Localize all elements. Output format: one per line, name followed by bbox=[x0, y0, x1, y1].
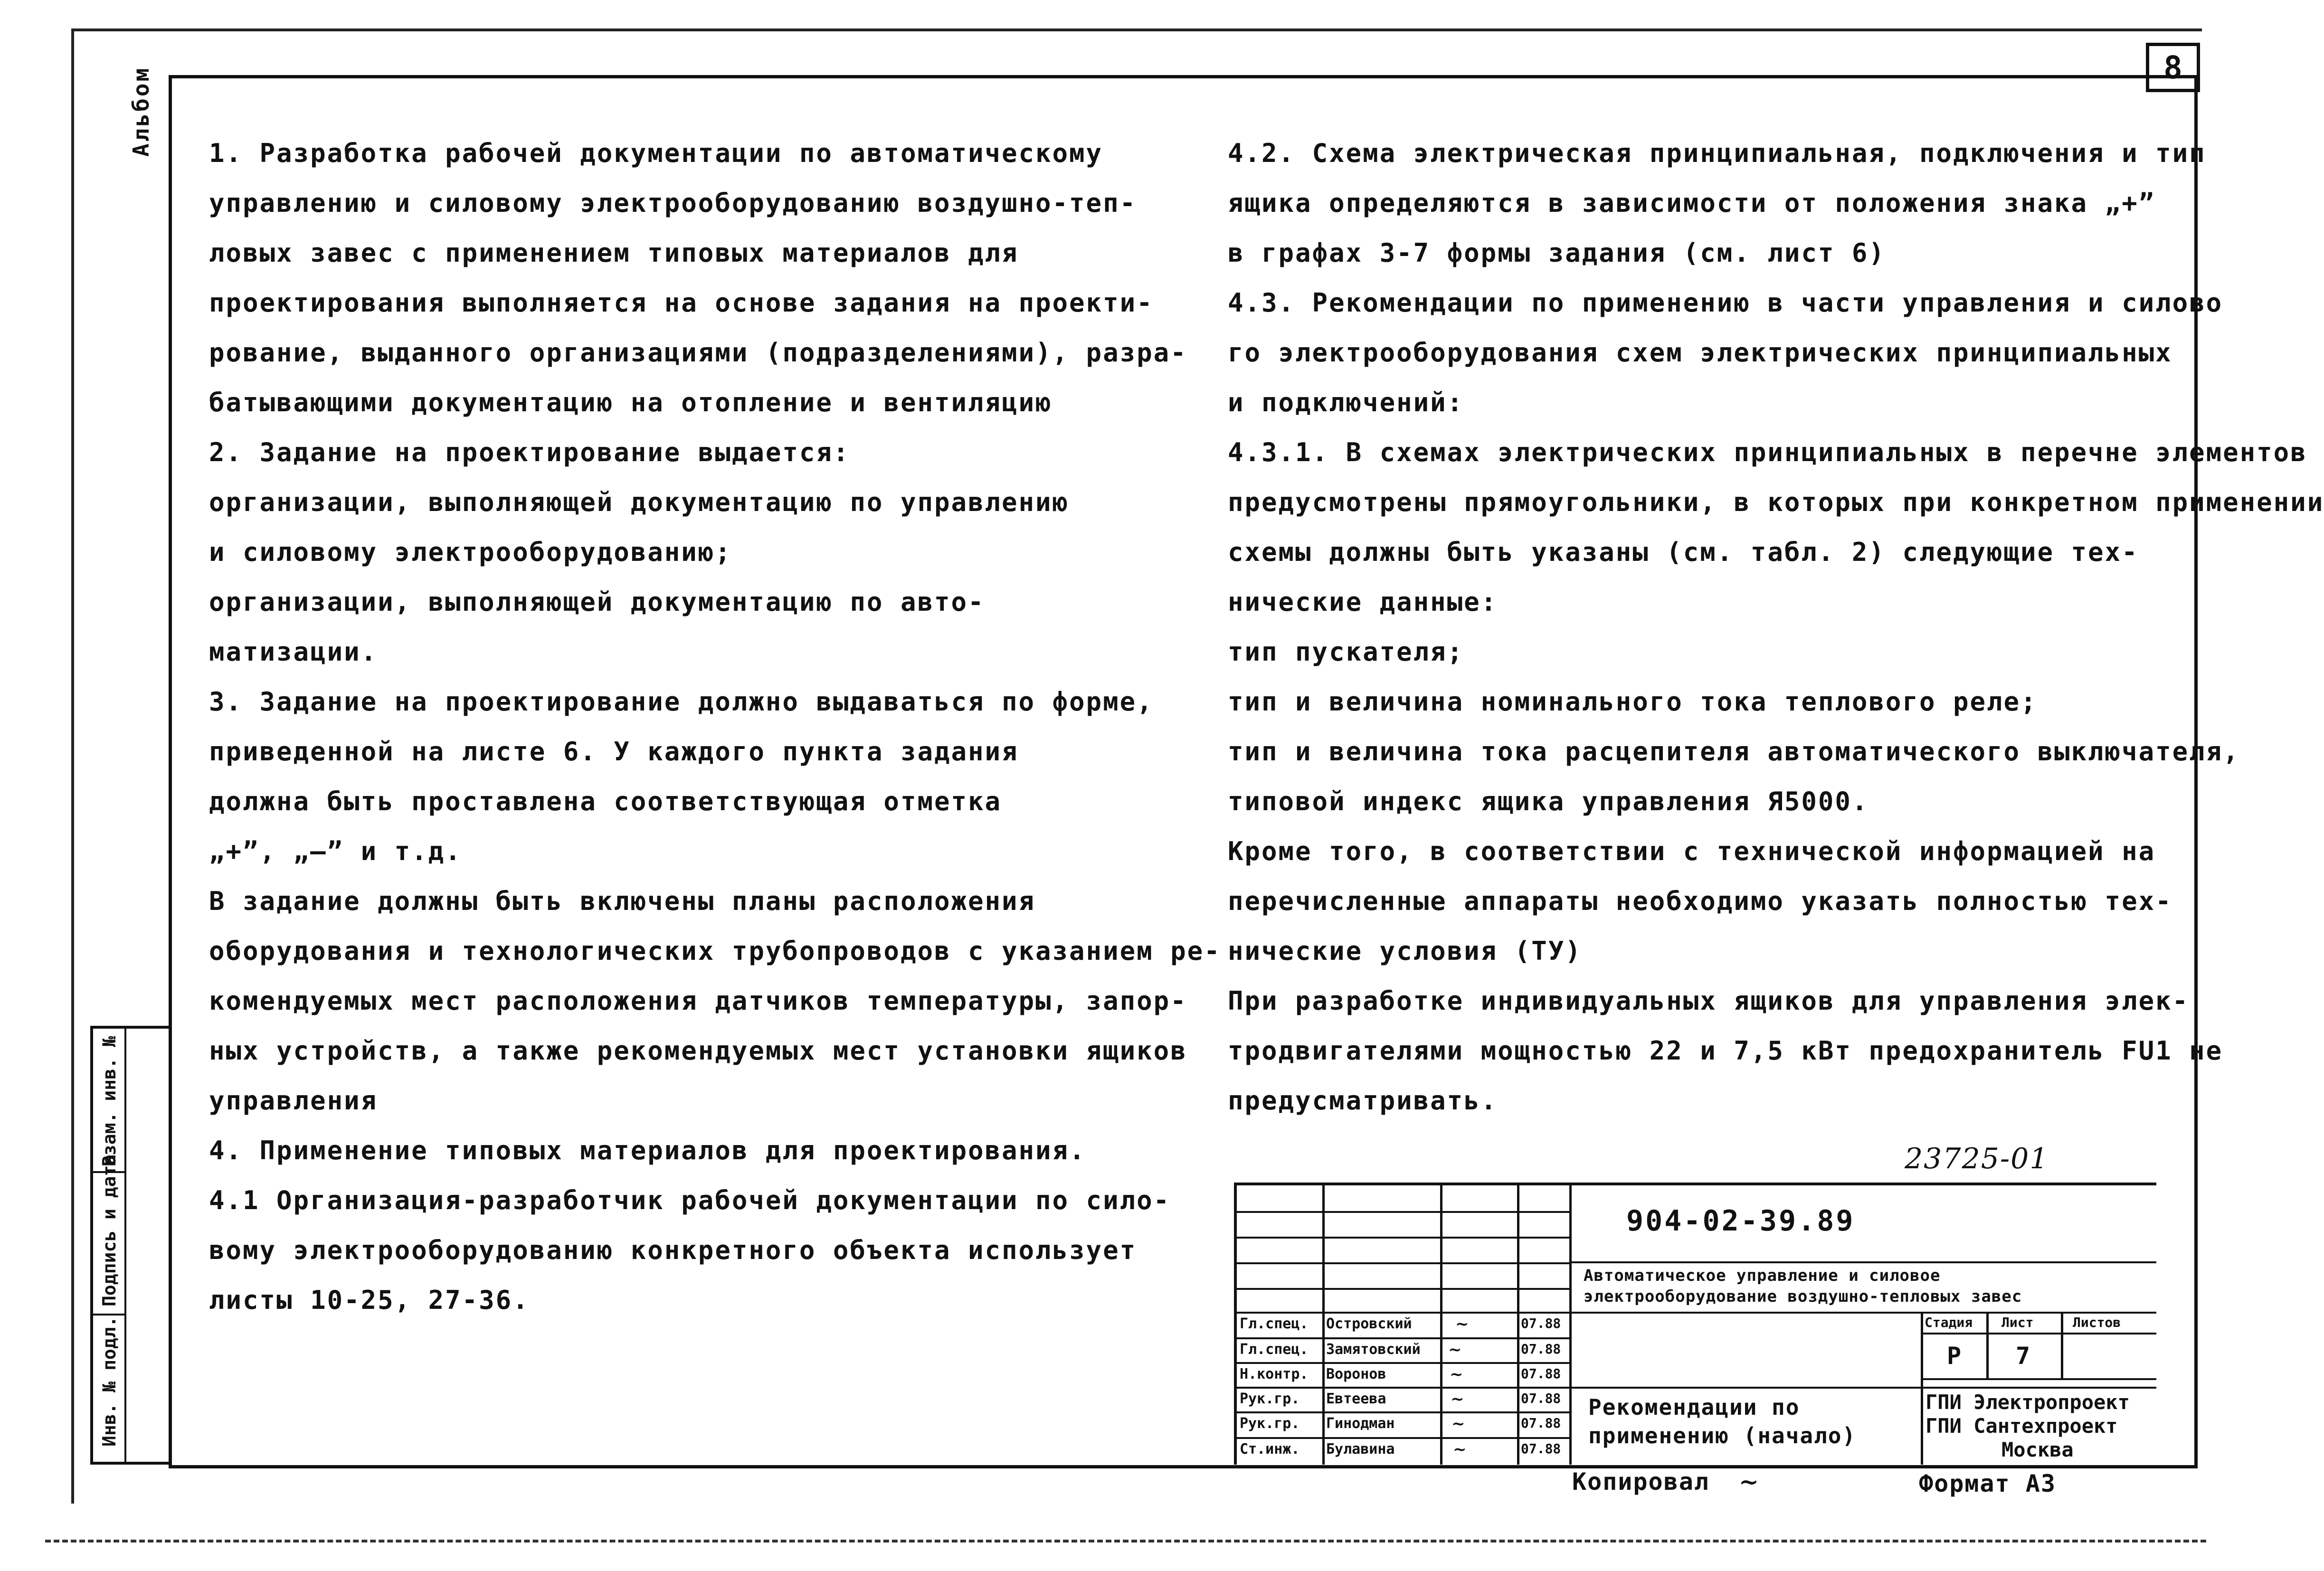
signature-date: 07.88 bbox=[1521, 1391, 1561, 1406]
stage-value: Р bbox=[1947, 1342, 1962, 1370]
text-line: „+”, „–” и т.д. bbox=[209, 836, 462, 866]
signature-name: Евтеева bbox=[1326, 1391, 1386, 1407]
organization-city: Москва bbox=[2001, 1438, 2074, 1461]
tb-divider bbox=[1569, 1185, 1572, 1465]
text-line: схемы должны быть указаны (см. табл. 2) следующие тех- bbox=[1228, 537, 2139, 567]
tb-divider bbox=[2061, 1312, 2063, 1378]
sheet-number: 8 bbox=[2163, 49, 2182, 86]
text-line: тип пускателя; bbox=[1228, 637, 1464, 667]
designation: 904-02-39.89 bbox=[1626, 1204, 1855, 1238]
text-line: 4.1 Организация-разработчик рабочей документации по сило- bbox=[209, 1185, 1171, 1215]
text-line: го электрооборудования схем электрических принципиальных bbox=[1228, 338, 2172, 368]
tb-divider bbox=[1237, 1288, 1569, 1290]
text-line: 2. Задание на проектирование выдается: bbox=[209, 437, 850, 467]
tb-divider bbox=[1921, 1333, 2156, 1334]
text-line: типовой индекс ящика управления Я5000. bbox=[1228, 786, 1869, 816]
copied-by-signature: ~ bbox=[1739, 1467, 1760, 1495]
signature-role: Гл.спец. bbox=[1240, 1341, 1309, 1358]
album-label: Альбом bbox=[128, 66, 154, 157]
signature-date: 07.88 bbox=[1521, 1441, 1561, 1457]
sheet-number-box bbox=[2146, 43, 2200, 92]
text-column-left bbox=[209, 128, 1221, 1325]
text-line: комендуемых мест расположения датчиков температуры, запор- bbox=[209, 986, 1187, 1016]
text-line: ящика определяются в зависимости от положения знака „+” bbox=[1228, 188, 2156, 218]
signature-date: 07.88 bbox=[1521, 1315, 1561, 1331]
signature-mark: ~ bbox=[1451, 1390, 1464, 1409]
signature-date: 07.88 bbox=[1521, 1366, 1561, 1382]
text-line: и подключений: bbox=[1228, 388, 1464, 417]
text-line: 4.3. Рекомендации по применению в части управления и силово bbox=[1228, 288, 2223, 318]
tb-divider bbox=[1237, 1262, 1569, 1264]
signature-name: Воронов bbox=[1326, 1366, 1386, 1382]
text-line: перечисленные аппараты необходимо указать полностью тех- bbox=[1228, 886, 2172, 916]
text-line: предусмотрены прямоугольники, в которых при конкретном применении bbox=[1228, 487, 2324, 517]
text-line: и силовому электрооборудованию; bbox=[209, 537, 732, 567]
document-code: 23725-01 bbox=[1905, 1142, 2049, 1175]
signature-name: Замятовский bbox=[1326, 1341, 1421, 1358]
text-column-right bbox=[1228, 128, 2324, 1126]
organization-line-2: ГПИ Сантехпроект bbox=[1926, 1414, 2118, 1438]
tb-divider bbox=[1237, 1337, 1569, 1339]
text-line: управлению и силовому электрооборудованию воздушно-теп- bbox=[209, 188, 1137, 218]
text-line: должна быть проставлена соответствующая отметка bbox=[209, 786, 1002, 816]
tb-divider bbox=[1921, 1378, 2156, 1380]
tb-divider bbox=[1569, 1261, 2156, 1263]
text-line: вому электрооборудованию конкретного объекта использует bbox=[209, 1235, 1137, 1265]
text-line: оборудования и технологических трубопроводов с указанием ре- bbox=[209, 936, 1221, 966]
signature-date: 07.88 bbox=[1521, 1341, 1561, 1357]
text-line: ловых завес с применением типовых материалов для bbox=[209, 238, 1019, 268]
text-line: 1. Разработка рабочей документации по автоматическому bbox=[209, 138, 1103, 168]
text-line: матизации. bbox=[209, 637, 378, 667]
tb-divider bbox=[1237, 1411, 1569, 1413]
text-line: В задание должны быть включены планы расположения bbox=[209, 886, 1036, 916]
text-line: батывающими документацию на отопление и вентиляцию bbox=[209, 388, 1053, 417]
signature-mark: ~ bbox=[1450, 1365, 1463, 1384]
side-stamp-divider bbox=[124, 1029, 126, 1462]
text-line: нические условия (ТУ) bbox=[1228, 936, 1582, 966]
text-line: организации, выполняющей документацию по управлению bbox=[209, 487, 1070, 517]
signature-role: Н.контр. bbox=[1240, 1366, 1309, 1382]
text-line: Кроме того, в соответствии с технической информацией на bbox=[1228, 836, 2156, 866]
text-line: управления bbox=[209, 1086, 378, 1116]
signature-role: Рук.гр. bbox=[1240, 1415, 1300, 1432]
signature-mark: ~ bbox=[1451, 1414, 1465, 1433]
signature-mark: ~ bbox=[1448, 1340, 1462, 1359]
text-line: 4.2. Схема электрическая принципиальная, подключения и тип bbox=[1228, 138, 2206, 168]
text-line: предусматривать. bbox=[1228, 1086, 1498, 1116]
text-line: нические данные: bbox=[1228, 587, 1498, 617]
side-stamp-label-replacement: Взам. инв. № bbox=[99, 1036, 120, 1166]
tb-divider bbox=[1322, 1185, 1325, 1465]
sheets-header: Листов bbox=[2073, 1315, 2121, 1330]
tb-divider bbox=[1237, 1237, 1569, 1239]
text-line: рование, выданного организациями (подразделениями), разра- bbox=[209, 338, 1187, 368]
side-stamp bbox=[90, 1026, 172, 1465]
signature-role: Рук.гр. bbox=[1240, 1391, 1300, 1407]
text-line: тип и величина номинального тока теплового реле; bbox=[1228, 687, 2038, 717]
signature-mark: ~ bbox=[1453, 1440, 1467, 1459]
text-line: 4.3.1. В схемах электрических принципиальных в перечне элементов bbox=[1228, 437, 2307, 467]
signature-role: Гл.спец. bbox=[1240, 1315, 1309, 1332]
tb-divider bbox=[1237, 1437, 1569, 1439]
signature-name: Булавина bbox=[1326, 1441, 1395, 1457]
cut-line bbox=[45, 1540, 2206, 1543]
format-label: Формат А3 bbox=[1919, 1470, 2056, 1497]
text-line: тродвигателями мощностью 22 и 7,5 кВт предохранитель FU1 не bbox=[1228, 1036, 2223, 1066]
text-line: в графах 3-7 формы задания (см. лист 6) bbox=[1228, 238, 1886, 268]
sheet-value: 7 bbox=[2016, 1342, 2030, 1370]
signature-mark: ~ bbox=[1455, 1315, 1469, 1334]
signature-date: 07.88 bbox=[1521, 1415, 1561, 1431]
title-block bbox=[1234, 1183, 2156, 1465]
signature-role: Ст.инж. bbox=[1240, 1441, 1300, 1457]
side-stamp-label-signature: Подпись и дата bbox=[99, 1154, 120, 1306]
text-line: проектирования выполняется на основе задания на проекти- bbox=[209, 288, 1154, 318]
tb-divider bbox=[1237, 1362, 1569, 1364]
sheet-header: Лист bbox=[2001, 1315, 2034, 1330]
signature-name: Гинодман bbox=[1326, 1415, 1395, 1432]
text-line: 4. Применение типовых материалов для проектирования. bbox=[209, 1136, 1086, 1165]
tb-divider bbox=[1237, 1211, 1569, 1213]
text-line: тип и величина тока расцепителя автоматического выключателя, bbox=[1228, 737, 2240, 767]
project-title-line-2: электрооборудование воздушно-тепловых завес bbox=[1584, 1287, 2022, 1306]
text-line: При разработке индивидуальных ящиков для управления элек- bbox=[1228, 986, 2190, 1016]
copied-by-label bbox=[1572, 1467, 1760, 1495]
side-stamp-cell-divider bbox=[93, 1314, 126, 1315]
tb-divider bbox=[1986, 1312, 1989, 1378]
stage-header: Стадия bbox=[1925, 1315, 1973, 1330]
text-line: приведенной на листе 6. У каждого пункта задания bbox=[209, 737, 1019, 767]
tb-divider bbox=[1440, 1185, 1442, 1465]
organization-line-1: ГПИ Электропроект bbox=[1926, 1391, 2130, 1414]
sheet-title-line-2: применению (начало) bbox=[1588, 1423, 1857, 1448]
text-line: организации, выполняющей документацию по авто- bbox=[209, 587, 985, 617]
tb-divider bbox=[1517, 1185, 1519, 1465]
signature-name: Островский bbox=[1326, 1315, 1412, 1332]
text-line: листы 10-25, 27-36. bbox=[209, 1285, 530, 1315]
tb-divider bbox=[1237, 1312, 2156, 1314]
text-line: ных устройств, а также рекомендуемых мест установки ящиков bbox=[209, 1036, 1187, 1066]
text-line: 3. Задание на проектирование должно выдаваться по форме, bbox=[209, 687, 1154, 717]
project-title-line-1: Автоматическое управление и силовое bbox=[1584, 1266, 1941, 1285]
tb-divider bbox=[1237, 1387, 2156, 1389]
side-stamp-label-inventory: Инв. № подл. bbox=[99, 1316, 120, 1447]
copied-by-text: Копировал bbox=[1572, 1468, 1709, 1495]
sheet-title-line-1: Рекомендации по bbox=[1588, 1394, 1800, 1420]
